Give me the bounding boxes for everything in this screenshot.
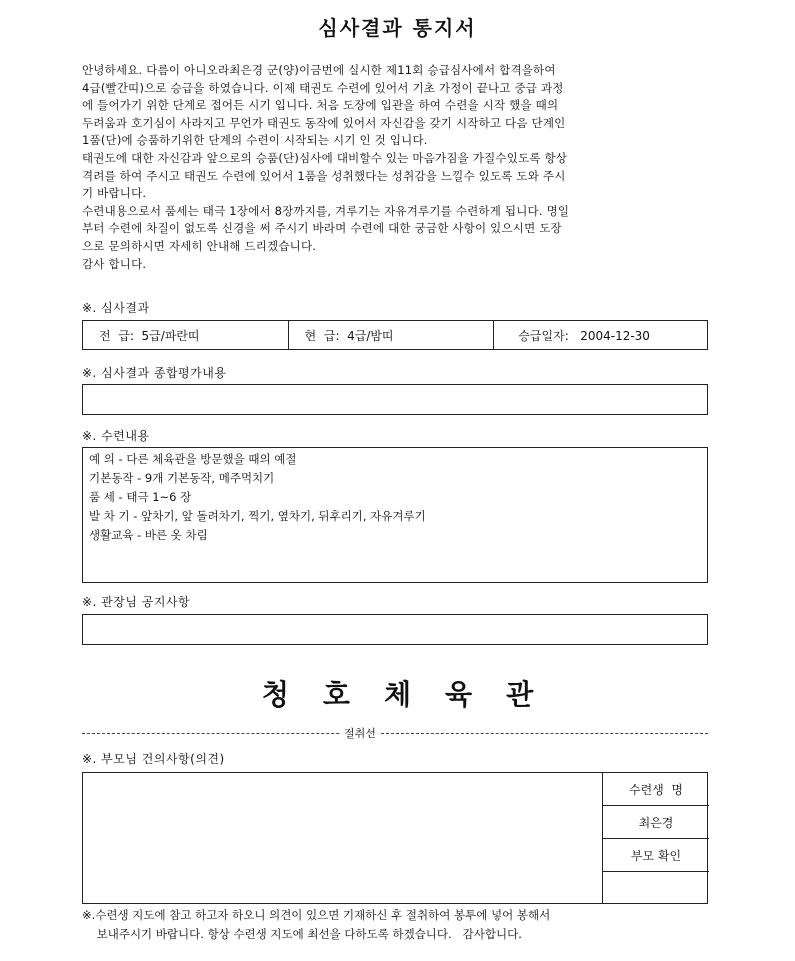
signature-column	[602, 773, 709, 903]
previous-grade-cell	[83, 321, 289, 349]
training-content-label: ※. 수련내용	[82, 429, 150, 443]
footer-note	[82, 906, 708, 944]
parent-opinion-label: ※. 부모님 건의사항(의견)	[82, 752, 225, 766]
letter-line: 부터 수련에 차질이 없도록 신경을 써 주시기 바라며 수련에 대한 궁금한 사항이 있으시면 도장	[82, 221, 562, 236]
evaluation-box	[82, 384, 708, 415]
cut-line-label: 절취선	[340, 725, 380, 741]
footer-line: 보내주시기 바랍니다. 항상 수련생 지도에 최선을 다하도록 하겠습니다. 감사합니다.	[82, 927, 522, 941]
letter-line: 격려를 하여 주시고 태권도 수련에 있어서 1품을 성취했다는 성취감을 느낄수 있도록 도와 주시	[82, 168, 566, 183]
document-title: 심사결과 통지서	[318, 16, 477, 40]
notice-label: ※. 관장님 공지사항	[82, 595, 191, 609]
notice-box	[82, 614, 708, 645]
training-item-etiquette: 예 의 - 다른 체육관을 방문했을 때의 예절	[89, 452, 297, 466]
parent-signature-field	[603, 872, 709, 903]
letter-line: 1품(단)에 승품하기위한 단계의 수련이 시작되는 시기 인 것 입니다.	[82, 133, 428, 148]
footer-line: ※.수련생 지도에 참고 하고자 하오니 의견이 있으면 기재하신 후 절취하여 봉투에 넣어 봉해서	[82, 908, 551, 922]
current-grade-cell	[289, 321, 495, 349]
training-item-kicks: 발 차 기 - 앞차기, 앞 돌려차기, 찍기, 옆차기, 뒤후리기, 자유겨루기	[89, 509, 426, 523]
letter-line: 에 들어가기 위한 단계로 접어든 시기 입니다. 처음 도장에 입관을 하여 수련을 시작 했을 때의	[82, 98, 559, 113]
letter-line: 안녕하세요. 다름이 아니오라최은경 군(양)이금번에 실시한 제11회 승급심사에서 합격을하여	[82, 63, 556, 77]
exam-result-table	[82, 320, 708, 350]
gym-name: 청호체육관	[261, 678, 568, 711]
cut-line	[82, 733, 708, 734]
letter-line: 수련내용으로서 품세는 태극 1장에서 8장까지를, 겨루기는 자유겨루기를 수련하게 됩니다. 명일	[82, 203, 570, 218]
evaluation-label: ※. 심사결과 종합평가내용	[82, 366, 227, 380]
letter-line: 4급(빨간띠)으로 승급을 하였습니다. 이제 태권도 수련에 있어서 기초 가정이 끝나고 중급 과정	[82, 80, 564, 95]
letter-line: 감사 합니다.	[82, 256, 147, 271]
training-item-poomsae: 품 세 - 태극 1~6 장	[89, 490, 192, 504]
previous-grade: 전 급: 5급/파란띠	[99, 328, 200, 343]
student-name: 최은경	[603, 806, 709, 839]
promotion-date: 승급일자: 2004-12-30	[518, 328, 650, 343]
letter-body	[82, 62, 712, 273]
letter-line: 으로 문의하시면 자세히 안내해 드리겠습니다.	[82, 238, 317, 253]
letter-line: 태권도에 대한 자신감과 앞으로의 승품(단)심사에 대비할수 있는 마음가짐을 가질수있도록 항상	[82, 150, 568, 165]
exam-result-label: ※. 심사결과	[82, 301, 150, 315]
letter-line: 두려움과 호기심이 사라지고 무언가 태권도 동작에 있어서 자신감을 갖기 시작하고 다음 단계인	[82, 115, 566, 130]
parent-opinion-box	[82, 772, 708, 904]
training-content-box	[82, 447, 708, 583]
current-grade: 현 급: 4급/밤띠	[304, 328, 394, 343]
promotion-date-cell	[494, 321, 707, 349]
letter-line: 기 바랍니다.	[82, 186, 147, 201]
parent-confirm-label: 부모 확인	[603, 839, 709, 872]
student-name-label: 수련생 명	[603, 773, 709, 806]
training-item-life-education: 생활교육 - 바른 옷 차림	[89, 528, 208, 542]
training-item-basic-moves: 기본동작 - 9개 기본동작, 메주먹치기	[89, 471, 275, 485]
